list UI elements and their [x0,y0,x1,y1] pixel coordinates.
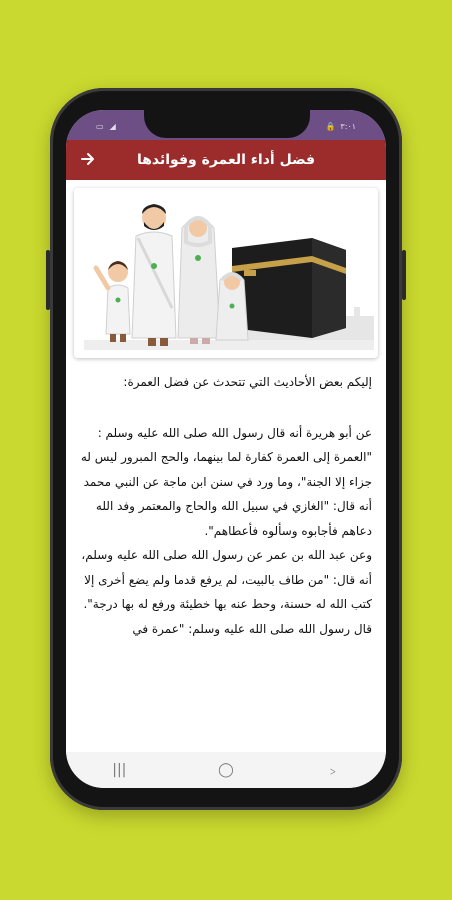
camera-notch [144,110,310,138]
arrow-right-icon [81,151,95,170]
nav-back-button[interactable]: ﹥ [325,763,340,779]
page-title: فضل أداء العمرة وفوائدها [136,152,316,168]
lock-icon: 🔒 [325,121,336,131]
signal-icon: ◢ [109,121,116,131]
phone-screen [66,110,386,788]
hero-image-card [74,188,378,358]
article-paragraph: عن أبو هريرة أنه قال رسول الله صلى الله عليه وسلم : "العمرة إلى العمرة كفارة لما بينهما، والحج المبرور ليس له جزاء إلا الجنة"، وما ورد في سنن ابن ماجة عن النبي محمد أنه قال: "الغازي في سبيل الله والحاج والمعتمر وفد الله دعاهم فأجابوه وسألوه فأعطاهم". [80,425,372,538]
volume-button [46,250,50,310]
power-button [402,250,406,300]
battery-icon: ▭ [96,121,104,131]
home-button[interactable]: ◯ [218,762,234,778]
kaaba-family-illustration [74,188,378,358]
back-button[interactable] [76,148,100,172]
article-text [72,370,372,641]
app-bar [66,140,386,180]
status-icons-left [96,122,116,131]
status-time: ٣:٠١ [340,121,356,131]
content-area[interactable] [66,180,386,752]
system-nav-bar [66,752,386,788]
article-paragraph: وعن عبد الله بن عمر عن رسول الله صلى الله عليه وسلم، أنه قال: "من طاف بالبيت، لم يرفع قدما ولم يضع أخرى إلا كتب الله له حسنة، وحط عنه بها خطيئة ورفع له بها درجة". [81,548,372,611]
article-paragraph: إليكم بعض الأحاديث التي تتحدث عن فضل العمرة: [123,375,372,389]
article-paragraph: قال رسول الله صلى الله عليه وسلم: "عمرة في [132,621,372,636]
recents-button[interactable]: ||| [112,762,127,778]
status-icons-right [325,122,356,131]
